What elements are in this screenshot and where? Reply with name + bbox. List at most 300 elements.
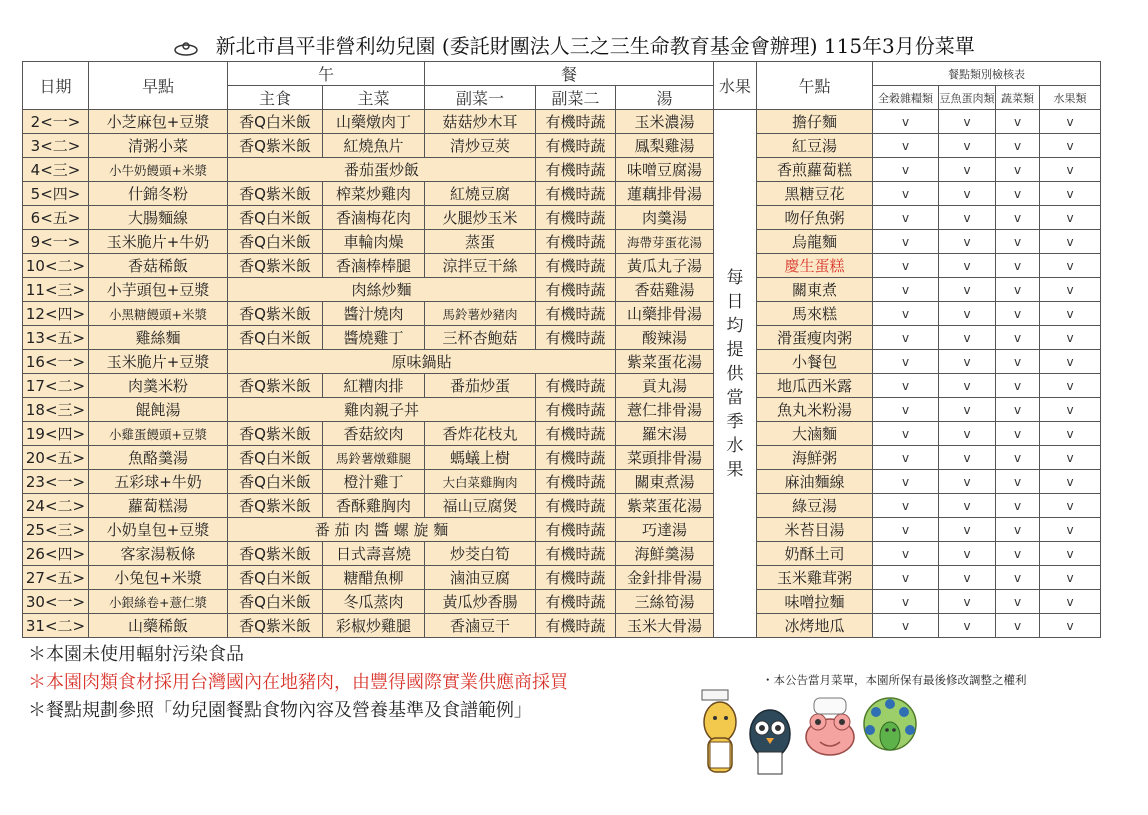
check-mark-cell: v [939,254,996,278]
check-mark-cell: v [939,230,996,254]
fruit-note-cell [714,110,757,638]
check-mark-cell: v [1040,566,1101,590]
afternoon-snack-cell: 吻仔魚粥 [757,206,873,230]
table-row [23,158,1101,182]
afternoon-snack-cell: 滑蛋瘦肉粥 [757,326,873,350]
soup-cell: 貢丸湯 [616,374,714,398]
check-mark-cell: v [1040,302,1101,326]
afternoon-snack-cell: 味噌拉麵 [757,590,873,614]
staple-cell: 香Q白米飯 [228,446,323,470]
staple-cell: 香Q紫米飯 [228,374,323,398]
check-mark-cell: v [1040,134,1101,158]
date-cell: 10<二> [23,254,89,278]
breakfast-cell: 小牛奶饅頭+米漿 [89,158,228,182]
check-mark-cell: v [996,206,1040,230]
afternoon-snack-cell: 海鮮粥 [757,446,873,470]
check-mark-cell: v [939,542,996,566]
staple-cell: 香Q紫米飯 [228,422,323,446]
check-mark-cell: v [996,350,1040,374]
main-cell: 車輪肉燥 [323,230,425,254]
side2-cell: 有機時蔬 [536,590,616,614]
soup-cell: 玉米濃湯 [616,110,714,134]
owl-mascot-icon [750,710,790,774]
staple-cell: 香Q白米飯 [228,110,323,134]
check-mark-cell: v [996,134,1040,158]
side2-cell: 有機時蔬 [536,470,616,494]
header-lunch-a: 午 [228,62,425,86]
staple-cell: 香Q白米飯 [228,206,323,230]
check-mark-cell: v [873,590,939,614]
main-cell: 彩椒炒雞腿 [323,614,425,638]
table-row [23,302,1101,326]
side1-cell: 香滷豆干 [425,614,536,638]
check-mark-cell: v [873,326,939,350]
lunch-combined-cell: 肉絲炒麵 [228,278,536,302]
table-row [23,446,1101,470]
soup-cell: 蓮藕排骨湯 [616,182,714,206]
date-cell: 18<三> [23,398,89,422]
main-cell: 香滷梅花肉 [323,206,425,230]
check-mark-cell: v [939,470,996,494]
check-mark-cell: v [1040,422,1101,446]
check-mark-cell: v [996,182,1040,206]
check-mark-cell: v [996,470,1040,494]
breakfast-cell: 雞絲麵 [89,326,228,350]
afternoon-snack-cell: 麻油麵線 [757,470,873,494]
soup-cell: 巧達湯 [616,518,714,542]
soup-cell: 三絲筍湯 [616,590,714,614]
check-mark-cell: v [873,374,939,398]
date-cell: 11<三> [23,278,89,302]
date-cell: 17<二> [23,374,89,398]
check-mark-cell: v [873,542,939,566]
check-mark-cell: v [939,278,996,302]
staple-cell: 香Q紫米飯 [228,134,323,158]
check-mark-cell: v [996,494,1040,518]
side1-cell: 炒茭白筍 [425,542,536,566]
check-mark-cell: v [939,182,996,206]
breakfast-cell: 山藥稀飯 [89,614,228,638]
soup-cell: 肉羹湯 [616,206,714,230]
table-row [23,494,1101,518]
table-row [23,326,1101,350]
check-mark-cell: v [1040,590,1101,614]
check-mark-cell: v [873,350,939,374]
note-pork: ＊本園肉類食材採用台灣國內在地豬肉，由豐得國際實業供應商採買 [28,672,568,693]
lunch-combined-cell: 原味鍋貼 [228,350,616,374]
peacock-mascot-icon [864,698,916,750]
check-mark-cell: v [996,278,1040,302]
check-mark-cell: v [873,182,939,206]
main-cell: 紅燒魚片 [323,134,425,158]
table-row [23,398,1101,422]
check-mark-cell: v [873,422,939,446]
date-cell: 13<五> [23,326,89,350]
staple-cell: 香Q紫米飯 [228,542,323,566]
soup-cell: 關東煮湯 [616,470,714,494]
header-lunch-b: 餐 [425,62,714,86]
afternoon-snack-cell: 米苔目湯 [757,518,873,542]
afternoon-snack-cell: 玉米雞茸粥 [757,566,873,590]
table-row [23,350,1101,374]
logo-icon [173,40,199,56]
soup-cell: 味噌豆腐湯 [616,158,714,182]
breakfast-cell: 大腸麵線 [89,206,228,230]
afternoon-snack-cell: 烏龍麵 [757,230,873,254]
note-radiation: ＊本園未使用輻射污染食品 [28,644,244,665]
side1-cell: 蒸蛋 [425,230,536,254]
breakfast-cell: 小黑糖饅頭+米漿 [89,302,228,326]
fruit-note-char: 供 [726,363,744,384]
lunch-combined-cell: 番 茄 肉 醬 螺 旋 麵 [228,518,536,542]
date-cell: 4<三> [23,158,89,182]
check-mark-cell: v [873,302,939,326]
check-mark-cell: v [939,374,996,398]
breakfast-cell: 清粥小菜 [89,134,228,158]
check-mark-cell: v [1040,518,1101,542]
check-mark-cell: v [939,590,996,614]
check-mark-cell: v [996,326,1040,350]
soup-cell: 紫菜蛋花湯 [616,494,714,518]
date-cell: 26<四> [23,542,89,566]
soup-cell: 玉米大骨湯 [616,614,714,638]
frog-mascot-icon [806,698,854,755]
soup-cell: 羅宋湯 [616,422,714,446]
staple-cell: 香Q白米飯 [228,326,323,350]
check-mark-cell: v [873,110,939,134]
check-mark-cell: v [996,446,1040,470]
side1-cell: 紅燒豆腐 [425,182,536,206]
date-cell: 12<四> [23,302,89,326]
check-mark-cell: v [939,566,996,590]
notes [28,641,568,725]
check-mark-cell: v [873,158,939,182]
table-row [23,134,1101,158]
soup-cell: 香菇雞湯 [616,278,714,302]
note-guideline: ＊餐點規劃參照「幼兒園餐點食物內容及營養基準及食譜範例」 [28,700,532,721]
date-cell: 23<一> [23,470,89,494]
table-row [23,230,1101,254]
check-mark-cell: v [1040,494,1101,518]
check-mark-cell: v [1040,278,1101,302]
check-mark-cell: v [939,206,996,230]
side2-cell: 有機時蔬 [536,254,616,278]
check-mark-cell: v [1040,374,1101,398]
table-row [23,110,1101,134]
breakfast-cell: 什錦冬粉 [89,182,228,206]
fruit-note-char: 季 [726,411,744,432]
check-mark-cell: v [996,542,1040,566]
header-breakfast: 早點 [89,62,228,110]
main-cell: 馬鈴薯燉雞腿 [323,446,425,470]
check-mark-cell: v [939,326,996,350]
side2-cell: 有機時蔬 [536,326,616,350]
check-mark-cell: v [939,518,996,542]
check-mark-cell: v [873,230,939,254]
side2-cell: 有機時蔬 [536,158,616,182]
table-row [23,518,1101,542]
staple-cell: 香Q白米飯 [228,230,323,254]
header-protein: 豆魚蛋肉類 [939,86,996,110]
side2-cell: 有機時蔬 [536,542,616,566]
table-row [23,542,1101,566]
soup-cell: 海帶芽蛋花湯 [616,230,714,254]
table-row [23,422,1101,446]
side1-cell: 三杯杏鮑菇 [425,326,536,350]
check-mark-cell: v [996,566,1040,590]
soup-cell: 薏仁排骨湯 [616,398,714,422]
side2-cell: 有機時蔬 [536,518,616,542]
side2-cell: 有機時蔬 [536,374,616,398]
check-mark-cell: v [1040,326,1101,350]
date-cell: 16<一> [23,350,89,374]
afternoon-snack-cell: 魚丸米粉湯 [757,398,873,422]
date-cell: 30<一> [23,590,89,614]
staple-cell: 香Q紫米飯 [228,254,323,278]
header-main: 主菜 [323,86,425,110]
check-mark-cell: v [873,134,939,158]
table-row [23,254,1101,278]
breakfast-cell: 小銀絲卷+薏仁漿 [89,590,228,614]
table-row [23,470,1101,494]
check-mark-cell: v [1040,350,1101,374]
afternoon-snack-cell: 紅豆湯 [757,134,873,158]
fruit-note-char: 當 [726,387,744,408]
check-mark-cell: v [996,518,1040,542]
side1-cell: 螞蟻上樹 [425,446,536,470]
table-row [23,278,1101,302]
check-mark-cell: v [1040,110,1101,134]
check-mark-cell: v [939,302,996,326]
check-mark-cell: v [873,470,939,494]
check-mark-cell: v [939,398,996,422]
afternoon-snack-cell: 奶酥土司 [757,542,873,566]
check-mark-cell: v [939,350,996,374]
side2-cell: 有機時蔬 [536,278,616,302]
side1-cell: 馬鈴薯炒豬肉 [425,302,536,326]
main-cell: 冬瓜蒸肉 [323,590,425,614]
check-mark-cell: v [996,590,1040,614]
side1-cell: 涼拌豆干絲 [425,254,536,278]
check-mark-cell: v [1040,614,1101,638]
afternoon-snack-cell: 地瓜西米露 [757,374,873,398]
main-cell: 香酥雞胸肉 [323,494,425,518]
breakfast-cell: 蘿蔔糕湯 [89,494,228,518]
main-cell: 糖醋魚柳 [323,566,425,590]
check-mark-cell: v [996,302,1040,326]
check-mark-cell: v [996,230,1040,254]
fruit-note-char: 果 [726,459,744,480]
check-mark-cell: v [1040,206,1101,230]
fruit-note-char: 均 [726,315,744,336]
date-cell: 31<二> [23,614,89,638]
check-mark-cell: v [996,614,1040,638]
header-check: 餐點類別檢核表 [873,62,1101,86]
afternoon-snack-cell: 慶生蛋糕 [757,254,873,278]
side1-cell: 菇菇炒木耳 [425,110,536,134]
side2-cell: 有機時蔬 [536,494,616,518]
check-mark-cell: v [873,398,939,422]
breakfast-cell: 餛飩湯 [89,398,228,422]
side2-cell: 有機時蔬 [536,230,616,254]
check-mark-cell: v [996,422,1040,446]
date-cell: 20<五> [23,446,89,470]
breakfast-cell: 五彩球+牛奶 [89,470,228,494]
lunch-combined-cell: 番茄蛋炒飯 [228,158,536,182]
afternoon-snack-cell: 小餐包 [757,350,873,374]
side2-cell: 有機時蔬 [536,182,616,206]
breakfast-cell: 玉米脆片+豆漿 [89,350,228,374]
check-mark-cell: v [873,614,939,638]
page-title: 新北市昌平非營利幼兒園 (委託財團法人三之三生命教育基金會辦理) 115年3月份菜單 [0,30,1148,59]
side1-cell: 火腿炒玉米 [425,206,536,230]
soup-cell: 黃瓜丸子湯 [616,254,714,278]
header-side1: 副菜一 [425,86,536,110]
main-cell: 橙汁雞丁 [323,470,425,494]
mascot-illustration [690,672,930,787]
table-row [23,206,1101,230]
fruit-note-char: 水 [726,435,744,456]
main-cell: 日式壽喜燒 [323,542,425,566]
header-fruit-cat: 水果類 [1040,86,1101,110]
check-mark-cell: v [996,254,1040,278]
side2-cell: 有機時蔬 [536,134,616,158]
afternoon-snack-cell: 黑糖豆花 [757,182,873,206]
check-mark-cell: v [996,110,1040,134]
afternoon-snack-cell: 冰烤地瓜 [757,614,873,638]
breakfast-cell: 小兔包+米漿 [89,566,228,590]
check-mark-cell: v [1040,230,1101,254]
table-row [23,614,1101,638]
breakfast-cell: 客家湯粄條 [89,542,228,566]
date-cell: 3<二> [23,134,89,158]
date-cell: 6<五> [23,206,89,230]
main-cell: 山藥燉肉丁 [323,110,425,134]
breakfast-cell: 小奶皇包+豆漿 [89,518,228,542]
main-cell: 醬燒雞丁 [323,326,425,350]
breakfast-cell: 肉羹米粉 [89,374,228,398]
check-mark-cell: v [1040,470,1101,494]
main-cell: 醬汁燒肉 [323,302,425,326]
side1-cell: 黃瓜炒香腸 [425,590,536,614]
date-cell: 19<四> [23,422,89,446]
check-mark-cell: v [996,398,1040,422]
check-mark-cell: v [873,566,939,590]
breakfast-cell: 魚酪羹湯 [89,446,228,470]
main-cell: 榨菜炒雞肉 [323,182,425,206]
date-cell: 5<四> [23,182,89,206]
table-row [23,566,1101,590]
header-staple: 主食 [228,86,323,110]
check-mark-cell: v [873,206,939,230]
main-cell: 紅糟肉排 [323,374,425,398]
afternoon-snack-cell: 大滷麵 [757,422,873,446]
check-mark-cell: v [1040,182,1101,206]
date-cell: 25<三> [23,518,89,542]
header-afternoon: 午點 [757,62,873,110]
side1-cell: 香炸花枝丸 [425,422,536,446]
afternoon-snack-cell: 擔仔麵 [757,110,873,134]
side1-cell: 清炒豆莢 [425,134,536,158]
header-fruit: 水果 [714,62,757,110]
side1-cell: 滷油豆腐 [425,566,536,590]
menu-table [22,61,1101,638]
menu-body [23,110,1101,638]
header-side2: 副菜二 [536,86,616,110]
breakfast-cell: 小芝麻包+豆漿 [89,110,228,134]
breakfast-cell: 玉米脆片+牛奶 [89,230,228,254]
rights-note: ・本公告當月菜單，本園所保有最後修改調整之權利 [762,673,1027,687]
header-date: 日期 [23,62,89,110]
main-cell: 香滷棒棒腿 [323,254,425,278]
date-cell: 24<二> [23,494,89,518]
table-row [23,182,1101,206]
side2-cell: 有機時蔬 [536,398,616,422]
side2-cell: 有機時蔬 [536,446,616,470]
check-mark-cell: v [1040,446,1101,470]
staple-cell: 香Q紫米飯 [228,494,323,518]
staple-cell: 香Q紫米飯 [228,302,323,326]
fruit-note-char: 日 [726,291,744,312]
soup-cell: 山藥排骨湯 [616,302,714,326]
soup-cell: 酸辣湯 [616,326,714,350]
check-mark-cell: v [1040,158,1101,182]
afternoon-snack-cell: 關東煮 [757,278,873,302]
soup-cell: 紫菜蛋花湯 [616,350,714,374]
main-cell: 香菇絞肉 [323,422,425,446]
date-cell: 9<一> [23,230,89,254]
giraffe-mascot-icon [702,690,736,772]
side1-cell: 番茄炒蛋 [425,374,536,398]
check-mark-cell: v [873,446,939,470]
check-mark-cell: v [873,278,939,302]
side2-cell: 有機時蔬 [536,110,616,134]
check-mark-cell: v [873,518,939,542]
check-mark-cell: v [873,254,939,278]
fruit-note-char: 每 [726,267,744,288]
check-mark-cell: v [939,494,996,518]
check-mark-cell: v [1040,254,1101,278]
header-veg: 蔬菜類 [996,86,1040,110]
afternoon-snack-cell: 綠豆湯 [757,494,873,518]
lunch-combined-cell: 雞肉親子丼 [228,398,536,422]
staple-cell: 香Q紫米飯 [228,614,323,638]
breakfast-cell: 小雞蛋饅頭+豆漿 [89,422,228,446]
breakfast-cell: 小芋頭包+豆漿 [89,278,228,302]
check-mark-cell: v [996,158,1040,182]
side2-cell: 有機時蔬 [536,614,616,638]
side1-cell: 福山豆腐煲 [425,494,536,518]
check-mark-cell: v [939,614,996,638]
header-grain: 全穀雜糧類 [873,86,939,110]
side2-cell: 有機時蔬 [536,566,616,590]
side2-cell: 有機時蔬 [536,302,616,326]
fruit-note-char: 提 [726,339,744,360]
date-cell: 27<五> [23,566,89,590]
staple-cell: 香Q白米飯 [228,590,323,614]
header-soup: 湯 [616,86,714,110]
side1-cell: 大白菜雞胸肉 [425,470,536,494]
staple-cell: 香Q白米飯 [228,566,323,590]
soup-cell: 金針排骨湯 [616,566,714,590]
check-mark-cell: v [996,374,1040,398]
side2-cell: 有機時蔬 [536,422,616,446]
check-mark-cell: v [939,134,996,158]
staple-cell: 香Q白米飯 [228,470,323,494]
side2-cell: 有機時蔬 [536,206,616,230]
breakfast-cell: 香菇稀飯 [89,254,228,278]
check-mark-cell: v [939,110,996,134]
